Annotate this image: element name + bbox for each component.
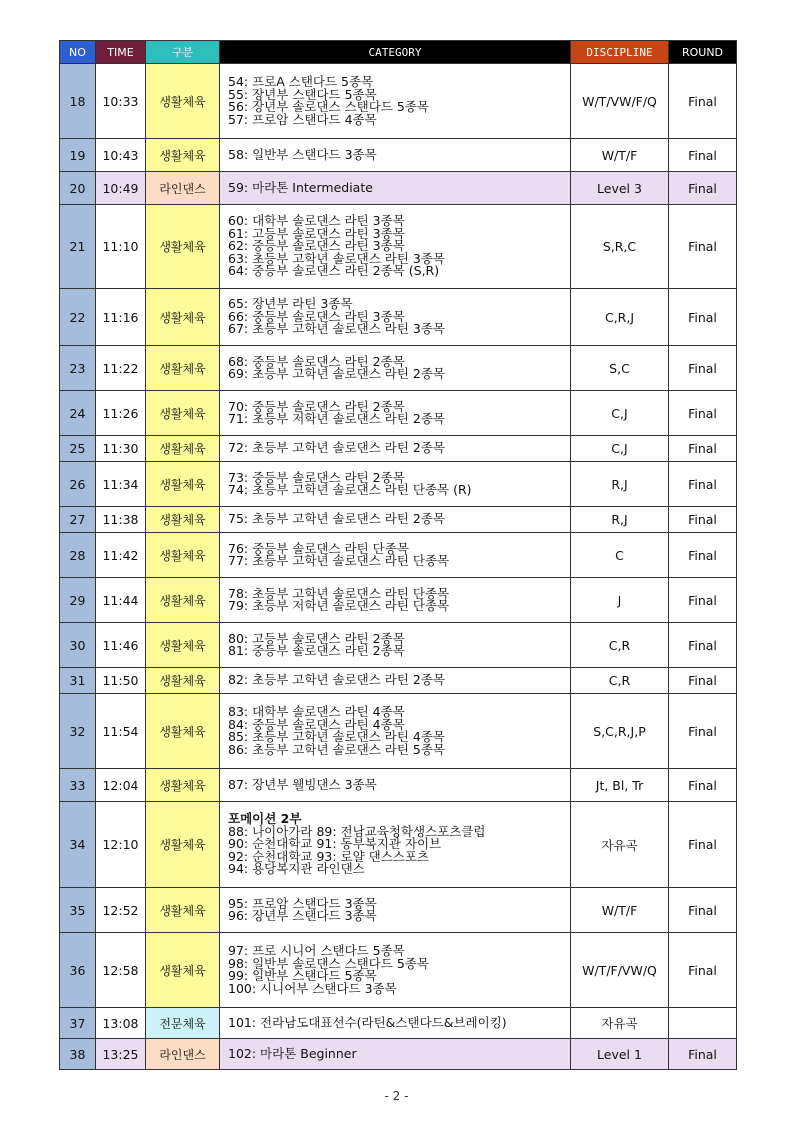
cell-description	[220, 769, 571, 802]
header-description: CATEGORY	[220, 41, 571, 64]
event-line: 66: 중등부 솔로댄스 라틴 3종목	[228, 308, 405, 324]
cell-discipline: C	[571, 533, 669, 578]
cell-discipline: C,J	[571, 436, 669, 462]
cell-description	[220, 802, 571, 888]
cell-discipline: W/T/F/VW/Q	[571, 933, 669, 1008]
cell-discipline: S,C,R,J,P	[571, 694, 669, 769]
cell-round: Final	[669, 769, 737, 802]
cell-time: 11:30	[96, 436, 146, 462]
event-line: 64: 중등부 솔로댄스 라틴 2종목 (S,R)	[228, 263, 440, 279]
cell-description	[220, 578, 571, 623]
event-line: 96: 장년부 스탠다드 3종목	[228, 908, 377, 923]
cell-time: 11:44	[96, 578, 146, 623]
event-line: 92: 순천대학교 93: 로얄 댄스스포츠	[228, 848, 430, 864]
cell-no: 26	[60, 462, 96, 507]
event-line: 71: 초등부 저학년 솔로댄스 라틴 2종목	[228, 411, 445, 426]
event-line: 67: 초등부 고학년 솔로댄스 라틴 3종목	[228, 321, 445, 337]
cell-discipline: R,J	[571, 507, 669, 533]
event-line: 83: 대학부 솔로댄스 라틴 4종목	[228, 704, 405, 719]
cell-round: Final	[669, 623, 737, 668]
cell-time: 11:38	[96, 507, 146, 533]
cell-time: 12:04	[96, 769, 146, 802]
header-no: NO	[60, 41, 96, 64]
cell-discipline: W/T/F	[571, 888, 669, 933]
table-row	[60, 391, 737, 436]
event-line: 61: 고등부 솔로댄스 라틴 3종목	[228, 225, 405, 241]
cell-category: 생활체육	[146, 533, 220, 578]
cell-description	[220, 391, 571, 436]
cell-time: 13:25	[96, 1039, 146, 1070]
event-line: 72: 초등부 고학년 솔로댄스 라틴 2종목	[228, 440, 445, 456]
table-row	[60, 436, 737, 462]
table-row	[60, 802, 737, 888]
event-line: 82: 초등부 고학년 솔로댄스 라틴 2종목	[228, 672, 445, 688]
cell-time: 11:46	[96, 623, 146, 668]
event-line: 99: 일반부 스탠다드 5종목	[228, 968, 377, 983]
cell-round: Final	[669, 1039, 737, 1070]
cell-round: Final	[669, 346, 737, 391]
cell-discipline: Level 1	[571, 1039, 669, 1070]
cell-description	[220, 462, 571, 507]
cell-no: 18	[60, 64, 96, 139]
table-row	[60, 1039, 737, 1070]
event-line: 87: 장년부 웰빙댄스 3종목	[228, 776, 377, 792]
cell-category: 라인댄스	[146, 1039, 220, 1070]
cell-description	[220, 1039, 571, 1070]
cell-no: 23	[60, 346, 96, 391]
cell-no: 34	[60, 802, 96, 888]
header-discipline: DISCIPLINE	[571, 41, 669, 64]
event-line: 77: 초등부 고학년 솔로댄스 라틴 단종목	[228, 553, 450, 568]
event-line: 100: 시니어부 스탠다드 3종목	[228, 980, 397, 996]
cell-discipline: Jt, Bl, Tr	[571, 769, 669, 802]
cell-description	[220, 172, 571, 205]
cell-description	[220, 933, 571, 1008]
cell-category: 생활체육	[146, 507, 220, 533]
event-line: 79: 초등부 저학년 솔로댄스 라틴 단종목	[228, 598, 450, 613]
cell-discipline: C,R	[571, 668, 669, 694]
cell-discipline: R,J	[571, 462, 669, 507]
cell-description	[220, 205, 571, 289]
cell-description	[220, 533, 571, 578]
table-row	[60, 205, 737, 289]
cell-time: 12:58	[96, 933, 146, 1008]
cell-category: 생활체육	[146, 694, 220, 769]
cell-no: 27	[60, 507, 96, 533]
cell-round: Final	[669, 578, 737, 623]
cell-description	[220, 668, 571, 694]
table-row	[60, 888, 737, 933]
cell-no: 35	[60, 888, 96, 933]
table-row	[60, 933, 737, 1008]
cell-discipline: C,R,J	[571, 289, 669, 346]
event-line: 60: 대학부 솔로댄스 라틴 3종목	[228, 213, 405, 229]
cell-no: 24	[60, 391, 96, 436]
event-line: 54: 프로A 스탠다드 5종목	[228, 74, 374, 89]
cell-description	[220, 623, 571, 668]
cell-category: 생활체육	[146, 139, 220, 172]
event-line: 95: 프로암 스탠다드 3종목	[228, 895, 377, 911]
event-line: 55: 장년부 스탠다드 5종목	[228, 86, 377, 102]
page-number: - 2 -	[384, 1089, 409, 1103]
cell-category: 생활체육	[146, 668, 220, 694]
cell-description	[220, 346, 571, 391]
event-line: 70: 중등부 솔로댄스 라틴 2종목	[228, 398, 405, 414]
cell-no: 38	[60, 1039, 96, 1070]
cell-round: Final	[669, 668, 737, 694]
event-line: 74: 초등부 고학년 솔로댄스 라틴 단종목 (R)	[228, 482, 472, 497]
event-line: 57: 프로암 스탠다드 4종목	[228, 111, 377, 127]
table-row	[60, 139, 737, 172]
event-line: 63: 초등부 고학년 솔로댄스 라틴 3종목	[228, 250, 445, 266]
cell-time: 13:08	[96, 1008, 146, 1039]
cell-time: 11:34	[96, 462, 146, 507]
cell-time: 10:43	[96, 139, 146, 172]
cell-time: 11:26	[96, 391, 146, 436]
event-line: 75: 초등부 고학년 솔로댄스 라틴 2종목	[228, 511, 445, 527]
cell-category: 전문체육	[146, 1008, 220, 1039]
event-line: 90: 순천대학교 91: 동부복지관 자이브	[228, 836, 442, 852]
table-row	[60, 694, 737, 769]
cell-no: 37	[60, 1008, 96, 1039]
cell-description	[220, 507, 571, 533]
event-line: 94: 용당복지관 라인댄스	[228, 861, 365, 877]
schedule-table	[59, 40, 737, 1070]
cell-time: 12:10	[96, 802, 146, 888]
cell-round: Final	[669, 205, 737, 289]
cell-time: 11:10	[96, 205, 146, 289]
cell-category: 라인댄스	[146, 172, 220, 205]
cell-no: 36	[60, 933, 96, 1008]
event-line: 58: 일반부 스탠다드 3종목	[228, 146, 377, 162]
cell-category: 생활체육	[146, 462, 220, 507]
cell-round: Final	[669, 436, 737, 462]
cell-category: 생활체육	[146, 578, 220, 623]
event-line: 65: 장년부 라틴 3종목	[228, 296, 353, 312]
cell-round: Final	[669, 64, 737, 139]
table-row	[60, 668, 737, 694]
event-line: 68: 중등부 솔로댄스 라틴 2종목	[228, 353, 405, 369]
cell-round: Final	[669, 533, 737, 578]
cell-round: Final	[669, 391, 737, 436]
cell-category: 생활체육	[146, 769, 220, 802]
table-row	[60, 462, 737, 507]
table-row	[60, 346, 737, 391]
cell-round: Final	[669, 462, 737, 507]
table-row	[60, 623, 737, 668]
cell-discipline: S,R,C	[571, 205, 669, 289]
cell-time: 11:50	[96, 668, 146, 694]
cell-time: 11:54	[96, 694, 146, 769]
cell-no: 19	[60, 139, 96, 172]
cell-no: 32	[60, 694, 96, 769]
header-round: ROUND	[669, 41, 737, 64]
cell-no: 20	[60, 172, 96, 205]
cell-round: Final	[669, 888, 737, 933]
table-row	[60, 289, 737, 346]
cell-time: 10:33	[96, 64, 146, 139]
cell-round: Final	[669, 507, 737, 533]
cell-round: Final	[669, 139, 737, 172]
table-row	[60, 172, 737, 205]
cell-round: Final	[669, 933, 737, 1008]
event-line: 88: 나이아가라 89: 전남교육청학생스포츠클럽	[228, 823, 486, 839]
cell-round	[669, 1008, 737, 1039]
cell-category: 생활체육	[146, 888, 220, 933]
cell-description	[220, 1008, 571, 1039]
cell-time: 11:22	[96, 346, 146, 391]
cell-category: 생활체육	[146, 436, 220, 462]
event-line: 69: 초등부 고학년 솔로댄스 라틴 2종목	[228, 366, 445, 381]
table-row	[60, 533, 737, 578]
event-line: 56: 장년부 솔로댄스 스탠다드 5종목	[228, 99, 429, 114]
cell-discipline: J	[571, 578, 669, 623]
cell-category: 생활체육	[146, 289, 220, 346]
header-time: TIME	[96, 41, 146, 64]
table-row	[60, 578, 737, 623]
table-row	[60, 64, 737, 139]
cell-no: 21	[60, 205, 96, 289]
event-line: 62: 중등부 솔로댄스 라틴 3종목	[228, 238, 405, 254]
cell-no: 25	[60, 436, 96, 462]
cell-category: 생활체육	[146, 802, 220, 888]
event-line: 73: 중등부 솔로댄스 라틴 2종목	[228, 469, 405, 485]
cell-no: 22	[60, 289, 96, 346]
cell-category: 생활체육	[146, 933, 220, 1008]
event-line: 98: 일반부 솔로댄스 스탠다드 5종목	[228, 955, 429, 971]
cell-discipline: Level 3	[571, 172, 669, 205]
event-line: 101: 전라남도대표선수(라틴&스탠다드&브레이킹)	[228, 1014, 507, 1030]
cell-round: Final	[669, 172, 737, 205]
cell-description	[220, 436, 571, 462]
header-category: 구분	[146, 41, 220, 64]
cell-no: 31	[60, 668, 96, 694]
cell-no: 33	[60, 769, 96, 802]
cell-no: 29	[60, 578, 96, 623]
cell-discipline: 자유곡	[571, 802, 669, 888]
event-group-title: 포메이션 2부	[228, 811, 302, 827]
cell-category: 생활체육	[146, 623, 220, 668]
cell-discipline: C,J	[571, 391, 669, 436]
cell-discipline: W/T/F	[571, 139, 669, 172]
cell-discipline: C,R	[571, 623, 669, 668]
event-line: 59: 마라톤 Intermediate	[228, 179, 373, 195]
event-line: 102: 마라톤 Beginner	[228, 1045, 357, 1061]
cell-description	[220, 64, 571, 139]
event-line: 76: 중등부 솔로댄스 라틴 단종목	[228, 540, 409, 556]
cell-round: Final	[669, 289, 737, 346]
cell-round: Final	[669, 802, 737, 888]
cell-time: 10:49	[96, 172, 146, 205]
cell-category: 생활체육	[146, 346, 220, 391]
event-line: 84: 중등부 솔로댄스 라틴 4종목	[228, 716, 405, 732]
table-row	[60, 769, 737, 802]
schedule-body	[60, 64, 737, 1070]
cell-discipline: 자유곡	[571, 1008, 669, 1039]
cell-discipline: S,C	[571, 346, 669, 391]
table-row	[60, 507, 737, 533]
event-line: 85: 초등부 고학년 솔로댄스 라틴 4종목	[228, 729, 445, 744]
cell-description	[220, 289, 571, 346]
cell-category: 생활체육	[146, 391, 220, 436]
cell-time: 11:42	[96, 533, 146, 578]
table-row	[60, 1008, 737, 1039]
cell-no: 30	[60, 623, 96, 668]
cell-time: 12:52	[96, 888, 146, 933]
event-line: 81: 중등부 솔로댄스 라틴 2종목	[228, 643, 405, 658]
event-line: 86: 초등부 고학년 솔로댄스 라틴 5종목	[228, 741, 445, 757]
cell-description	[220, 139, 571, 172]
event-line: 78: 초등부 고학년 솔로댄스 라틴 단종목	[228, 585, 450, 601]
cell-description	[220, 888, 571, 933]
cell-round: Final	[669, 694, 737, 769]
cell-description	[220, 694, 571, 769]
cell-category: 생활체육	[146, 205, 220, 289]
cell-no: 28	[60, 533, 96, 578]
header-row	[60, 41, 737, 64]
event-line: 80: 고등부 솔로댄스 라틴 2종목	[228, 630, 405, 646]
cell-time: 11:16	[96, 289, 146, 346]
event-line: 97: 프로 시니어 스탠다드 5종목	[228, 943, 405, 958]
cell-category: 생활체육	[146, 64, 220, 139]
cell-discipline: W/T/VW/F/Q	[571, 64, 669, 139]
